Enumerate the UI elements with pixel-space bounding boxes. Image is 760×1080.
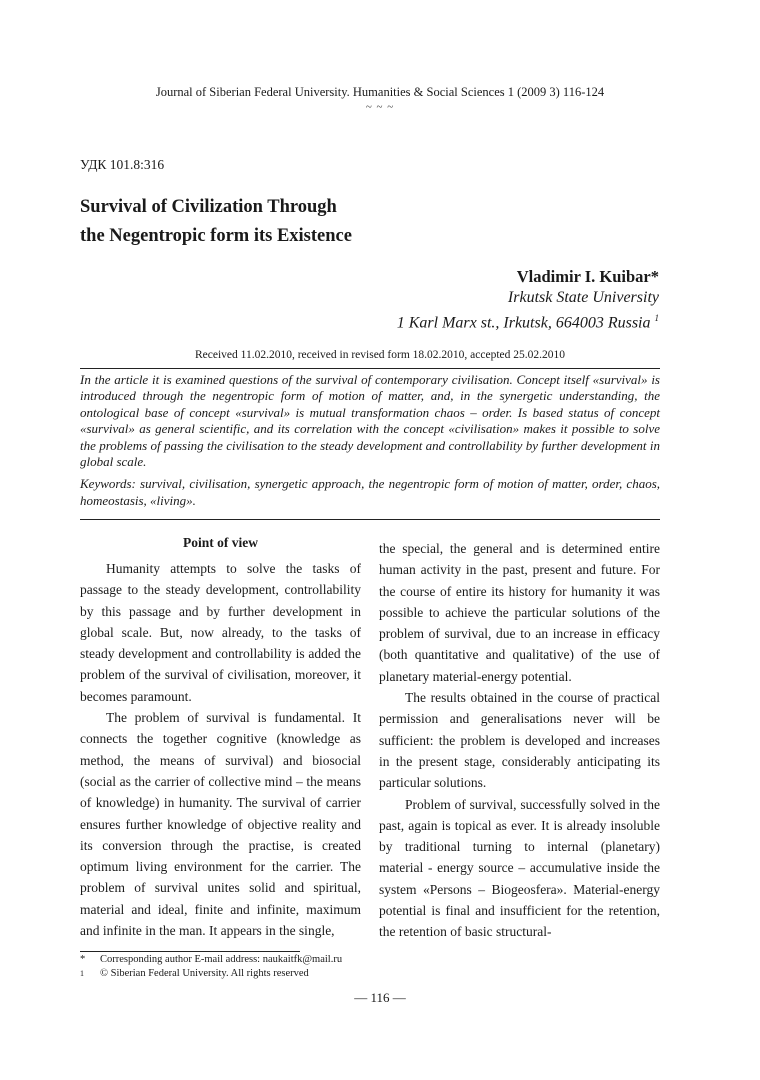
right-paragraph-3: Problem of survival, successfully solved in the past, again is topical as ever. It is already insoluble by traditional turning to internal (planetary) material - energy source – accumulative inside the system «Persons – Biogeosfera». Material-energy potential is final and insufficient for the retention, the retention of basic structural- (379, 796, 660, 940)
abstract-text: In the article it is examined questions of the survival of contemporary civilisation. Concept itself «survival» is introduced through the negentropic form of motion of matter, and, in the synergetic understanding, the ontological base of concept «survival» is mutual transformation chaos – order. Is based status of concept «survival» as general scientific, and its correlation with the concept «civilisation» makes it possible to solve the problems of passing the civilisation to the steady development and controllability by further development in global scale. (80, 372, 660, 470)
footnote-text: Corresponding author E-mail address: naukaitfk@mail.ru (100, 954, 343, 965)
title-line-2: the Negentropic form its Existence (80, 226, 352, 246)
abstract-top-rule (80, 368, 660, 369)
header-ornament: ~ ~ ~ (365, 101, 395, 113)
author-address-mark: 1 (654, 313, 659, 323)
author-address-line (397, 308, 659, 333)
footnote-text: © Siberian Federal University. All rights reserved (100, 968, 309, 979)
footnote-rule (80, 951, 300, 952)
right-paragraph-2: The results obtained in the course of practical permission and generalisations never will be sufficient: the problem is developed and increases in the present stage, considerably anticipating its particular solutions. (379, 690, 660, 791)
abstract-bottom-rule (80, 519, 660, 520)
footnote-mark: 1 (80, 969, 84, 978)
keywords: Keywords: survival, civilisation, synergetic approach, the negentropic form of motion of matter, order, chaos, homeostasis, «living». (80, 476, 660, 508)
right-column (379, 538, 660, 943)
author-affiliation: Irkutsk State University (507, 289, 659, 306)
journal-header: Journal of Siberian Federal University. Humanities & Social Sciences 1 (2009 3) 116-124 (155, 85, 605, 99)
footnote-row (80, 953, 342, 967)
footnote-mark: * (80, 954, 86, 965)
author-block (397, 266, 659, 333)
abstract-block (80, 372, 660, 509)
footnotes (80, 953, 342, 981)
page-number: — 116 — (354, 990, 406, 1005)
article-title (80, 193, 352, 251)
right-paragraph-1: the special, the general and is determined entire human activity in the past, present and future. For the course of entire its history for humanity it was possible to achieve the particular solutions of the problem of survival, due to an increase in efficacy (both quantitative and qualitative) of the use of planetary material-energy potential. (379, 541, 660, 684)
received-dates: Received 11.02.2010, received in revised form 18.02.2010, accepted 25.02.2010 (194, 349, 566, 361)
author-address: 1 Karl Marx st., Irkutsk, 664003 Russia (396, 314, 651, 332)
left-paragraph-2: The problem of survival is fundamental. It connects the together cognitive (knowledge as method, the means of survival) and biosocial (social as the carrier of collective mind – the means of knowledge) in humanity. The survival of carrier ensures further knowledge of objective reality and its conversion through the practise, is created optimum living environment for the carrier. The problem of survival unites solid and spiritual, material and ideal, finite and infinite, maximum and infinite in the man. It appears in the single, (80, 710, 361, 939)
author-name: Vladimir I. Kuibar* (516, 267, 659, 286)
left-column (80, 558, 361, 941)
title-line-1: Survival of Civilization Through (80, 197, 337, 217)
udk-code: УДК 101.8:316 (80, 157, 165, 172)
footnote-row (80, 967, 342, 981)
section-heading: Point of view (183, 535, 258, 550)
left-paragraph-1: Humanity attempts to solve the tasks of passage to the steady development, controllability by this passage and by further development in global scale. But, now already, to the tasks of steady development and controllability is added the problem of the survival of civilisation, moreover, it becomes paramount. (80, 561, 361, 704)
